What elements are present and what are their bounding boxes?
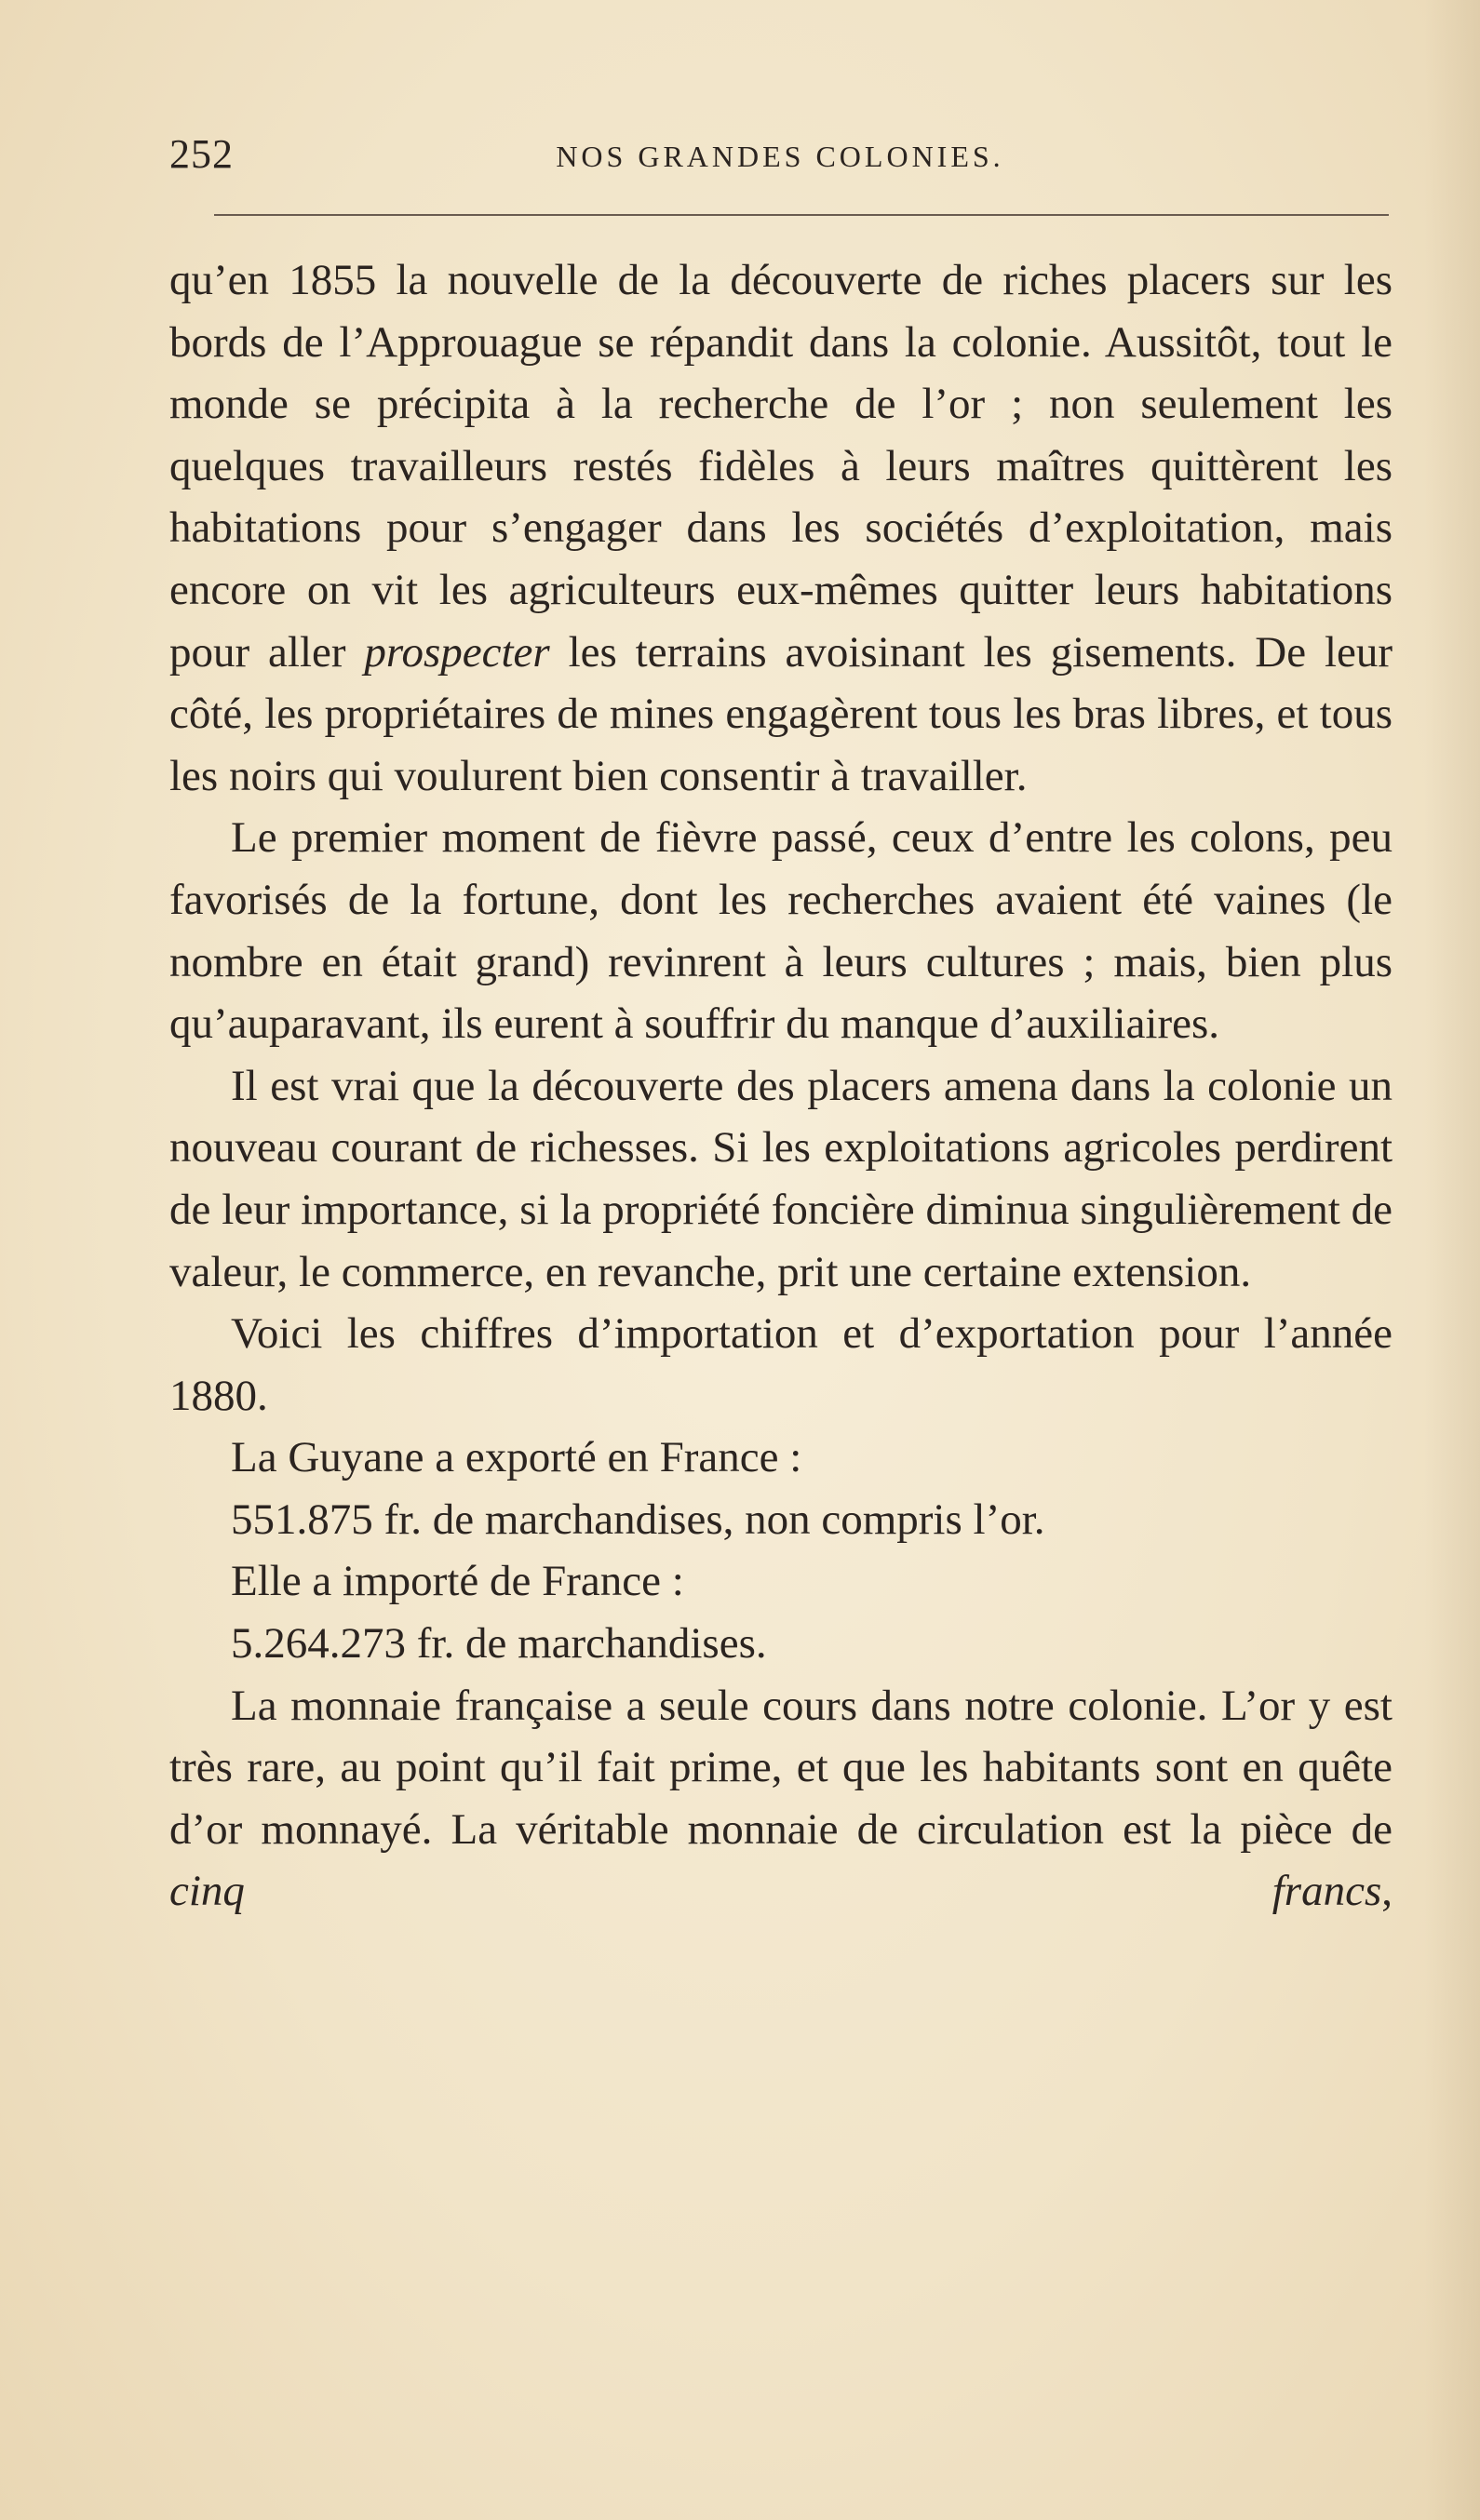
- paragraph-9: [169, 1675, 1393, 1923]
- paragraph-5: La Guyane a exporté en France :: [231, 1433, 802, 1482]
- paragraph-9-text: La monnaie française a seule cours dans notre colonie. L’or y est très rare, au point qu’il fait prime, et que les habitants sont en quête d’or monnayé. La véritable monnaie de circulation est la pièce de: [169, 1681, 1393, 1854]
- paragraph-1-text: qu’en 1855 la nouvelle de la découverte de riches placers sur les bords de l’Approuague se répandit dans la colonie. Aussitôt, tout le monde se précipita à la recherche de l’or ; non seulement les quelques travailleurs restés fidèles à leurs maîtres quittèrent les habitations pour s’engager dans les sociétés d’exploitation, mais encore on vit les agriculteurs eux-mêmes quitter leurs habitations pour aller: [169, 256, 1393, 677]
- italic-prospecter: prospecter: [364, 627, 550, 677]
- paragraph-1-end: les terrains avoisinant les gisements. De leur côté, les propriétaires de mines engagèrent tous les bras libres, et tous les noirs qui voulurent bien consentir à travailler.: [169, 627, 1393, 800]
- paragraph-3: Il est vrai que la découverte des placers amena dans la colonie un nouveau courant de richesses. Si les exploitations agricoles perdirent de leur importance, si la propriété foncière diminua singulièrement de valeur, le commerce, en revanche, prit une certaine extension.: [169, 1061, 1393, 1296]
- page-header: [169, 130, 1391, 195]
- italic-cinq-francs: cinq francs: [169, 1867, 1382, 1916]
- running-title: NOS GRANDES COLONIES.: [556, 140, 1004, 173]
- paragraph-4: Voici les chiffres d’importation et d’exportation pour l’année 1880.: [169, 1309, 1393, 1420]
- paragraph-1: [169, 249, 1393, 807]
- paragraph-7: Elle a importé de France :: [231, 1557, 684, 1606]
- paragraph-8: 5.264.273 fr. de marchandises.: [231, 1619, 767, 1669]
- page-text: [169, 249, 1393, 1923]
- paragraph-2: Le premier moment de fièvre passé, ceux d’entre les colons, peu favorisés de la fortune, dont les recherches avaient été vaines (le nombre en était grand) revinrent à leurs cultures ; mais, bien plus qu’auparavant, ils eurent à souffrir du manque d’auxiliaires.: [169, 813, 1393, 1049]
- paragraph-6: 551.875 fr. de marchandises, non compris l’or.: [231, 1495, 1045, 1544]
- paragraph-9-end: ,: [1381, 1867, 1393, 1916]
- header-rule: [214, 214, 1389, 216]
- page-number: 252: [169, 131, 234, 177]
